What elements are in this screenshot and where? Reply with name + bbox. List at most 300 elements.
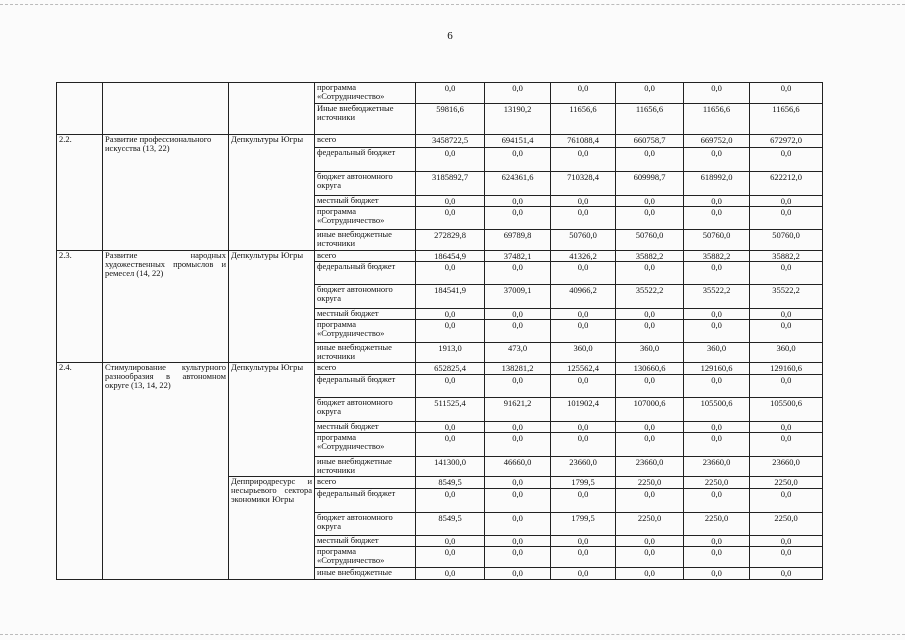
value-cell: [750, 568, 823, 580]
value-cell: [684, 343, 750, 363]
value-cell: [616, 547, 684, 568]
value-cell: [551, 536, 616, 547]
value-cell: [616, 536, 684, 547]
value: 360,0: [776, 343, 796, 353]
value: 35522,2: [772, 285, 800, 295]
value-cell: [485, 207, 551, 230]
value-cell: [551, 104, 616, 135]
value-cell: [485, 513, 551, 536]
table-row: [57, 363, 823, 375]
value: 141300,0: [434, 457, 466, 467]
value-cell: [551, 568, 616, 580]
item-name: Развитие профессионального искусства (13, 22): [103, 135, 229, 251]
value-cell: [551, 433, 616, 457]
value-cell: [750, 262, 823, 285]
value: 0,0: [444, 547, 456, 557]
value: 0,0: [444, 320, 456, 330]
value: 624361,6: [501, 172, 534, 182]
value-cell: [750, 320, 823, 343]
value: 0,0: [711, 536, 722, 546]
value-cell: [684, 547, 750, 568]
value-cell: [616, 433, 684, 457]
value: 105500,6: [770, 398, 802, 408]
value-cell: [551, 320, 616, 343]
funding-source: всего: [315, 363, 416, 375]
value-cell: [616, 489, 684, 513]
value-cell: [485, 422, 551, 433]
value-cell: [616, 251, 684, 262]
value-cell: [684, 309, 750, 320]
value-cell: [551, 457, 616, 477]
value-cell: [684, 251, 750, 262]
value: 13190,2: [503, 104, 532, 114]
value: 0,0: [577, 422, 589, 432]
value: 0,0: [444, 83, 456, 93]
value: 0,0: [644, 207, 655, 217]
value-cell: [684, 104, 750, 135]
value: 0,0: [444, 536, 456, 546]
value: 0,0: [644, 489, 655, 499]
value-cell: [750, 251, 823, 262]
value: 0,0: [444, 568, 456, 578]
value: 0,0: [780, 320, 792, 330]
value: 184541,9: [434, 285, 466, 295]
value-cell: [750, 513, 823, 536]
value: 761088,4: [567, 135, 599, 145]
value-cell: [416, 83, 485, 104]
value: 107000,6: [633, 398, 666, 408]
value-cell: [416, 104, 485, 135]
value-cell: [616, 398, 684, 422]
value: 0,0: [512, 568, 523, 578]
value: 0,0: [711, 375, 722, 385]
value: 0,0: [711, 320, 722, 330]
value-cell: [416, 207, 485, 230]
value-cell: [416, 230, 485, 251]
scan-top-edge: [0, 4, 905, 5]
value: 0,0: [512, 148, 523, 158]
funding-source: местный бюджет: [315, 309, 416, 320]
funding-source: программа «Сотрудничество»: [315, 320, 416, 343]
value-cell: [485, 230, 551, 251]
item-number: 2.2.: [57, 135, 103, 251]
value: 0,0: [512, 489, 523, 499]
funding-source: иные внебюджетные: [315, 568, 416, 580]
item-name: [103, 83, 229, 135]
value-cell: [616, 230, 684, 251]
value: 669752,0: [700, 135, 733, 145]
value-cell: [485, 375, 551, 398]
value: 101902,4: [567, 398, 599, 408]
value: 0,0: [577, 489, 589, 499]
value-cell: [684, 207, 750, 230]
value-cell: [485, 251, 551, 262]
value-cell: [750, 135, 823, 148]
value: 35882,2: [772, 251, 800, 261]
value-cell: [616, 262, 684, 285]
value: 0,0: [512, 433, 523, 443]
value-cell: [485, 547, 551, 568]
value: 0,0: [711, 207, 722, 217]
value-cell: [551, 547, 616, 568]
value: 0,0: [780, 433, 792, 443]
value: 0,0: [711, 83, 722, 93]
value-cell: [750, 172, 823, 196]
value: 0,0: [644, 536, 655, 546]
funding-source: программа «Сотрудничество»: [315, 433, 416, 457]
value-cell: [616, 343, 684, 363]
value: 0,0: [512, 547, 523, 557]
value: 2250,0: [774, 477, 798, 487]
value: 23660,0: [569, 457, 597, 467]
value: 0,0: [780, 309, 792, 319]
value-cell: [750, 230, 823, 251]
value: 0,0: [444, 262, 456, 272]
value-cell: [485, 320, 551, 343]
funding-source: всего: [315, 135, 416, 148]
executor: Депприродресурс и несырьевого сектора экономики Югры: [229, 477, 315, 580]
value-cell: [485, 568, 551, 580]
value-cell: [551, 363, 616, 375]
value: 0,0: [512, 196, 523, 206]
value: 0,0: [780, 547, 792, 557]
funding-source: федеральный бюджет: [315, 375, 416, 398]
value-cell: [551, 148, 616, 172]
value: 23660,0: [772, 457, 800, 467]
value: 0,0: [780, 568, 792, 578]
value: 0,0: [780, 422, 792, 432]
value: 0,0: [512, 477, 523, 487]
value: 11656,6: [635, 104, 664, 114]
value-cell: [750, 343, 823, 363]
funding-source: программа «Сотрудничество»: [315, 83, 416, 104]
value: 0,0: [444, 433, 456, 443]
value-cell: [551, 196, 616, 207]
table-row: [57, 83, 823, 104]
value: 0,0: [577, 309, 589, 319]
value: 46660,0: [503, 457, 532, 467]
value: 59816,6: [436, 104, 464, 114]
value: 37482,1: [503, 251, 532, 261]
value-cell: [485, 457, 551, 477]
item-name: Стимулирование культурного разнообразия в автономном округе (13, 14, 22): [103, 363, 229, 580]
value-cell: [750, 83, 823, 104]
value: 3185892,7: [431, 172, 469, 182]
value: 0,0: [577, 536, 589, 546]
value-cell: [551, 398, 616, 422]
funding-source: иные внебюджетные источники: [315, 457, 416, 477]
value: 23660,0: [702, 457, 731, 467]
value: 0,0: [512, 320, 523, 330]
funding-source: местный бюджет: [315, 536, 416, 547]
value-cell: [416, 477, 485, 489]
value-cell: [616, 196, 684, 207]
funding-source: бюджет автономного округа: [315, 172, 416, 196]
value: 8549,5: [438, 477, 462, 487]
value: 0,0: [444, 489, 456, 499]
value-cell: [684, 568, 750, 580]
value: 3458722,5: [431, 135, 469, 145]
value-cell: [416, 363, 485, 375]
value: 0,0: [711, 262, 722, 272]
value: 2250,0: [637, 477, 662, 487]
value: 35522,2: [635, 285, 664, 295]
value-cell: [416, 148, 485, 172]
value: 0,0: [780, 196, 792, 206]
value-cell: [616, 207, 684, 230]
value: 0,0: [644, 375, 655, 385]
funding-table: [56, 82, 823, 580]
value: 0,0: [644, 309, 655, 319]
value: 0,0: [577, 196, 589, 206]
value-cell: [750, 422, 823, 433]
value: 0,0: [577, 433, 589, 443]
value-cell: [684, 477, 750, 489]
value-cell: [750, 363, 823, 375]
value: 652825,4: [434, 363, 466, 373]
value: 0,0: [444, 375, 456, 385]
value-cell: [616, 568, 684, 580]
value-cell: [485, 148, 551, 172]
value: 0,0: [444, 207, 456, 217]
value: 0,0: [512, 309, 523, 319]
funding-source: иные внебюджетные источники: [315, 343, 416, 363]
value-cell: [750, 207, 823, 230]
value-cell: [750, 104, 823, 135]
value-cell: [684, 285, 750, 309]
value: 360,0: [639, 343, 660, 353]
value: 0,0: [512, 262, 523, 272]
value-cell: [485, 398, 551, 422]
value: 2250,0: [704, 513, 729, 523]
value: 618992,0: [700, 172, 733, 182]
page-number: 6: [447, 30, 453, 42]
value: 35522,2: [702, 285, 731, 295]
value-cell: [551, 477, 616, 489]
value-cell: [416, 489, 485, 513]
value-cell: [616, 148, 684, 172]
value: 622212,0: [770, 172, 802, 182]
value: 35882,2: [635, 251, 664, 261]
value: 0,0: [644, 568, 655, 578]
value: 0,0: [644, 320, 655, 330]
value-cell: [485, 309, 551, 320]
value: 1799,5: [571, 513, 595, 523]
value: 0,0: [444, 196, 456, 206]
value-cell: [485, 104, 551, 135]
value-cell: [684, 433, 750, 457]
value-cell: [485, 536, 551, 547]
value-cell: [416, 513, 485, 536]
value-cell: [616, 285, 684, 309]
value: 1913,0: [438, 343, 462, 353]
value-cell: [750, 309, 823, 320]
value-cell: [684, 457, 750, 477]
value: 130660,6: [633, 363, 666, 373]
value: 672972,0: [770, 135, 802, 145]
value-cell: [616, 309, 684, 320]
value: 0,0: [577, 262, 589, 272]
value-cell: [750, 489, 823, 513]
value-cell: [684, 148, 750, 172]
value: 41326,2: [569, 251, 597, 261]
value: 0,0: [577, 568, 589, 578]
value-cell: [750, 457, 823, 477]
value: 11656,6: [772, 104, 800, 114]
value-cell: [416, 433, 485, 457]
table-row: [57, 251, 823, 262]
value-cell: [485, 196, 551, 207]
value-cell: [684, 363, 750, 375]
value-cell: [750, 148, 823, 172]
funding-source: программа «Сотрудничество»: [315, 547, 416, 568]
value: 0,0: [780, 536, 792, 546]
value: 23660,0: [635, 457, 664, 467]
value: 0,0: [444, 422, 456, 432]
value-cell: [551, 375, 616, 398]
funding-source: местный бюджет: [315, 196, 416, 207]
value-cell: [416, 285, 485, 309]
value-cell: [416, 457, 485, 477]
value: 0,0: [711, 148, 722, 158]
value-cell: [551, 172, 616, 196]
value-cell: [616, 83, 684, 104]
value: 0,0: [644, 262, 655, 272]
value-cell: [551, 262, 616, 285]
value-cell: [416, 262, 485, 285]
value-cell: [684, 513, 750, 536]
value-cell: [485, 363, 551, 375]
value: 0,0: [711, 422, 722, 432]
value: 186454,9: [434, 251, 466, 261]
value-cell: [551, 309, 616, 320]
value-cell: [551, 251, 616, 262]
value: 35882,2: [702, 251, 731, 261]
value: 0,0: [711, 309, 722, 319]
value: 710328,4: [567, 172, 599, 182]
value: 50760,0: [569, 230, 597, 240]
value: 0,0: [644, 148, 655, 158]
value: 91621,2: [503, 398, 532, 408]
value-cell: [551, 230, 616, 251]
value-cell: [616, 422, 684, 433]
value-cell: [485, 83, 551, 104]
value: 1799,5: [571, 477, 595, 487]
item-number: 2.4.: [57, 363, 103, 580]
value: 0,0: [577, 547, 589, 557]
value-cell: [616, 477, 684, 489]
value: 50760,0: [702, 230, 731, 240]
value-cell: [684, 320, 750, 343]
value-cell: [551, 285, 616, 309]
value-cell: [750, 398, 823, 422]
value: 138281,2: [501, 363, 534, 373]
value-cell: [684, 398, 750, 422]
funding-source: федеральный бюджет: [315, 148, 416, 172]
table-row: [57, 135, 823, 148]
executor: [229, 83, 315, 135]
value: 129160,6: [700, 363, 733, 373]
value: 0,0: [780, 207, 792, 217]
value-cell: [551, 83, 616, 104]
value-cell: [750, 375, 823, 398]
value-cell: [485, 172, 551, 196]
funding-source: федеральный бюджет: [315, 262, 416, 285]
value: 360,0: [573, 343, 593, 353]
value-cell: [684, 262, 750, 285]
value: 0,0: [711, 568, 722, 578]
value-cell: [616, 320, 684, 343]
value: 0,0: [577, 320, 589, 330]
value: 609998,7: [633, 172, 666, 182]
executor: Депкультуры Югры: [229, 251, 315, 363]
value: 0,0: [577, 207, 589, 217]
value: 0,0: [512, 375, 523, 385]
executor: Депкультуры Югры: [229, 135, 315, 251]
value-cell: [416, 568, 485, 580]
value-cell: [485, 489, 551, 513]
funding-source: местный бюджет: [315, 422, 416, 433]
value-cell: [416, 196, 485, 207]
value-cell: [485, 343, 551, 363]
value: 40966,2: [569, 285, 597, 295]
value-cell: [416, 375, 485, 398]
value-cell: [416, 309, 485, 320]
value-cell: [750, 536, 823, 547]
value: 511525,4: [434, 398, 466, 408]
value-cell: [551, 513, 616, 536]
funding-source: всего: [315, 477, 416, 489]
funding-source: программа «Сотрудничество»: [315, 207, 416, 230]
value-cell: [485, 262, 551, 285]
value-cell: [684, 135, 750, 148]
item-number: 2.3.: [57, 251, 103, 363]
value: 0,0: [512, 536, 523, 546]
value-cell: [616, 457, 684, 477]
value-cell: [684, 422, 750, 433]
value: 0,0: [444, 309, 456, 319]
value-cell: [684, 375, 750, 398]
funding-source: всего: [315, 251, 416, 262]
value-cell: [485, 135, 551, 148]
value-cell: [416, 343, 485, 363]
value-cell: [485, 285, 551, 309]
value: 0,0: [780, 262, 792, 272]
value: 105500,6: [700, 398, 733, 408]
value-cell: [684, 83, 750, 104]
value-cell: [616, 135, 684, 148]
value: 660758,7: [633, 135, 666, 145]
funding-source: иные внебюджетные источники: [315, 230, 416, 251]
value-cell: [616, 172, 684, 196]
value: 360,0: [706, 343, 727, 353]
value: 0,0: [711, 433, 722, 443]
funding-source: Иные внебюджетные источники: [315, 104, 416, 135]
value-cell: [750, 433, 823, 457]
value-cell: [416, 422, 485, 433]
value: 50760,0: [772, 230, 800, 240]
value: 0,0: [644, 433, 655, 443]
value-cell: [750, 196, 823, 207]
value-cell: [416, 172, 485, 196]
value-cell: [616, 363, 684, 375]
value: 8549,5: [438, 513, 462, 523]
value-cell: [551, 489, 616, 513]
value-cell: [684, 230, 750, 251]
funding-source: бюджет автономного округа: [315, 513, 416, 536]
value: 0,0: [644, 83, 655, 93]
value: 0,0: [780, 375, 792, 385]
